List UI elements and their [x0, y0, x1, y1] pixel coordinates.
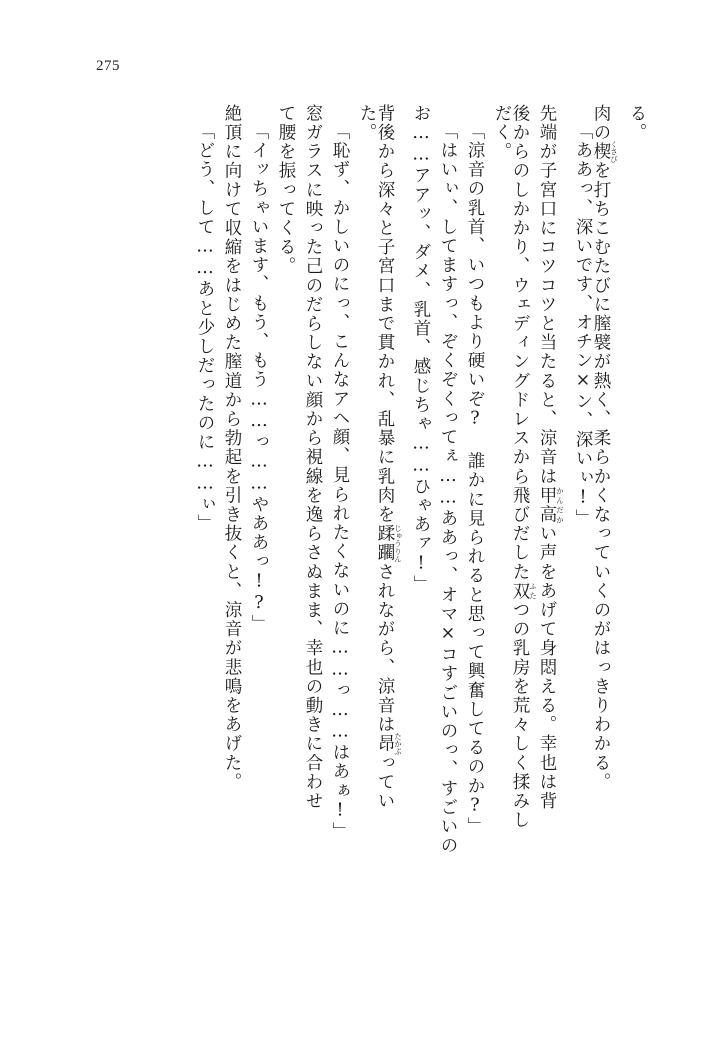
text-column: 背後から深々と子宮口まで貫かれ、乱暴に乳肉を蹂躙じゅうりんされながら、涼音は昂たかぶってい	[375, 104, 403, 811]
text-column: 「どう、して……あと少しだったのに……ぃ」	[195, 122, 215, 534]
vertical-text-body	[60, 104, 645, 934]
text-column: 「はいぃ、してますっ、ぞくぞくってぇ……ああっ、オマ×コすごいのっ、すごいの	[438, 122, 458, 856]
text-column: る。	[627, 104, 647, 143]
text-column: お……アアッ、ダメ、乳首、感じちゃ……ひゃあァ!」	[411, 104, 431, 594]
text-column: 窓ガラスに映った己のだらしない顔から視線を逸らさぬまま、幸也の動きに合わせ	[303, 104, 323, 811]
text-column: 「恥ず、かしいのにっ、こんなアヘ顔、見られたくないのに……っ……はあぁ!」	[330, 122, 350, 842]
text-column: た。	[357, 104, 377, 143]
text-column: 肉の楔くさびを打ちこむたびに膣襞が熱く、柔らかくなっていくのがはっきりわかる。	[591, 104, 619, 792]
page-number: 275	[96, 58, 120, 74]
text-column: て腰を振ってくる。	[276, 104, 296, 276]
text-column: 「イッちゃいます、もう、もう……っ……やああっ!?」	[249, 122, 269, 634]
text-column: 先端が子宮口にコツコツと当たると、涼音は甲高かんだかい声をあげて身悶える。幸也は背	[537, 104, 565, 811]
text-column: 絶頂に向けて収縮をはじめた膣道から勃起を引き抜くと、涼音が悲鳴をあげた。	[222, 104, 242, 792]
text-column: 「ああっ、深いです、オチン×ン、深いぃ!」	[573, 122, 593, 529]
text-column: だく。	[492, 104, 512, 162]
text-column: 後からのしかかり、ウェディングドレスから飛びだした双ふたつの乳房を荒々しく揉みし	[510, 104, 538, 830]
text-column: 「涼音の乳首、いつもより硬いぞ? 誰かに見られると思って興奮してるのか?」	[465, 122, 485, 837]
